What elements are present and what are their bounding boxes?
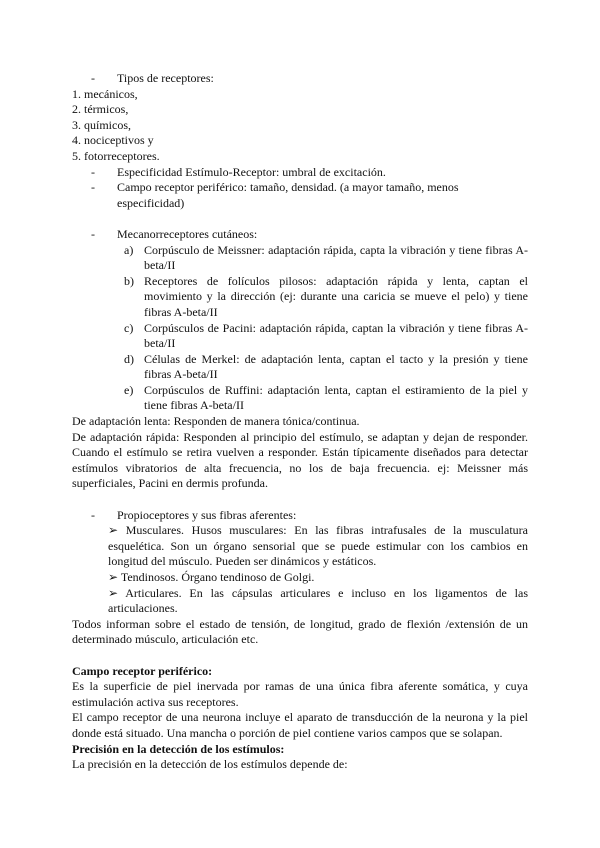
- paragraph: El campo receptor de una neurona incluye el aparato de transducción de la neurona y la piel donde está situado. Una mancha o porción de piel contiene varios campos que se solapan.: [72, 710, 528, 740]
- mechanoreceptor-list: [72, 243, 528, 415]
- dash-marker: -: [91, 507, 95, 522]
- proprioceptor-item: ➢ Articulares. En las cápsulas articulares e incluso en los ligamentos de las articulaciones.: [108, 585, 528, 616]
- proprioceptor-summary: Todos informan sobre el estado de tensión, de longitud, grado de flexión /extensión de un determinado músculo, articulación etc.: [72, 616, 528, 647]
- proprioceptor-item: ➢ Tendinosos. Órgano tendinoso de Golgi.: [108, 570, 315, 584]
- proprioceptors-heading: - Propioceptores y sus fibras aferentes:: [91, 507, 297, 522]
- mechanoreceptor-item: c) Corpúsculos de Pacini: adaptación rápida, captan la vibración y tiene fibras A-beta/II: [124, 320, 528, 351]
- fast-adaptation-paragraph: De adaptación rápida: Responden al principio del estímulo, se adaptan y dejan de responder. Cuando el estímulo se retira vuelven a responder. Están típicamente diseñados para detectar estímulos vibratorios de alta frecuencia, no los de baja frecuencia. ej: Meissner más superficiales, Pacini en dermis profunda.: [72, 429, 528, 491]
- specificity-bullet: - Especificidad Estímulo-Receptor: umbral de excitación.: [91, 164, 386, 179]
- slow-adaptation-paragraph: De adaptación lenta: Responden de manera tónica/continua.: [72, 414, 360, 429]
- proprioceptor-item: ➢ Musculares. Husos musculares: En las fibras intrafusales de la musculatura esquelética. Son un órgano sensorial que se puede estimular con los cambios en longitud del músculo. Pueden ser dinámicos y estáticos.: [108, 523, 528, 569]
- receptor-type-item: 1. mecánicos,: [72, 86, 138, 101]
- paragraph: La precisión en la detección de los estímulos depende de:: [72, 757, 348, 772]
- mechanoreceptor-item: d) Células de Merkel: de adaptación lenta, captan el tacto y la presión y tiene fibras A-beta/II: [124, 351, 528, 382]
- spacer: [72, 211, 528, 227]
- receptor-type-item: 5. fotorreceptores.: [72, 148, 160, 163]
- dash-marker: -: [91, 164, 95, 179]
- mechanoreceptor-item: b) Receptores de folículos pilosos: adaptación rápida y lenta, captan el movimiento y la dirección (ej: durante una caricia se mueve el pelo) y tiene fibras A-beta/II: [124, 273, 528, 319]
- dash-marker: -: [91, 180, 95, 195]
- receptive-field-bullet: - Campo receptor periférico: tamaño, densidad. (a mayor tamaño, menos especificidad): [91, 180, 459, 210]
- section-title: Precisión en la detección de los estímulos:: [72, 741, 285, 756]
- mechanoreceptors-heading: - Mecanorreceptores cutáneos:: [91, 226, 258, 241]
- paragraph: Es la superficie de piel inervada por ramas de una única fibra aferente somática, y cuya estimulación activa sus receptores.: [72, 679, 528, 709]
- section-title: Campo receptor periférico:: [72, 663, 213, 678]
- receptor-type-item: 2. térmicos,: [72, 102, 129, 117]
- receptor-type-item: 4. nociceptivos y: [72, 133, 154, 148]
- document-body: [72, 71, 528, 773]
- spacer: [72, 648, 528, 664]
- dash-marker: -: [91, 226, 95, 241]
- receptor-type-item: 3. químicos,: [72, 117, 131, 132]
- receptor-types-heading: - Tipos de receptores:: [91, 71, 214, 85]
- dash-marker: -: [91, 71, 95, 85]
- mechanoreceptor-item: a) Corpúsculo de Meissner: adaptación rápida, capta la vibración y tiene fibras A-beta/II: [124, 242, 528, 273]
- mechanoreceptor-item: e) Corpúsculos de Ruffini: adaptación lenta, captan el estiramiento de la piel y tiene fibras A-beta/II: [124, 382, 528, 413]
- spacer: [72, 492, 528, 508]
